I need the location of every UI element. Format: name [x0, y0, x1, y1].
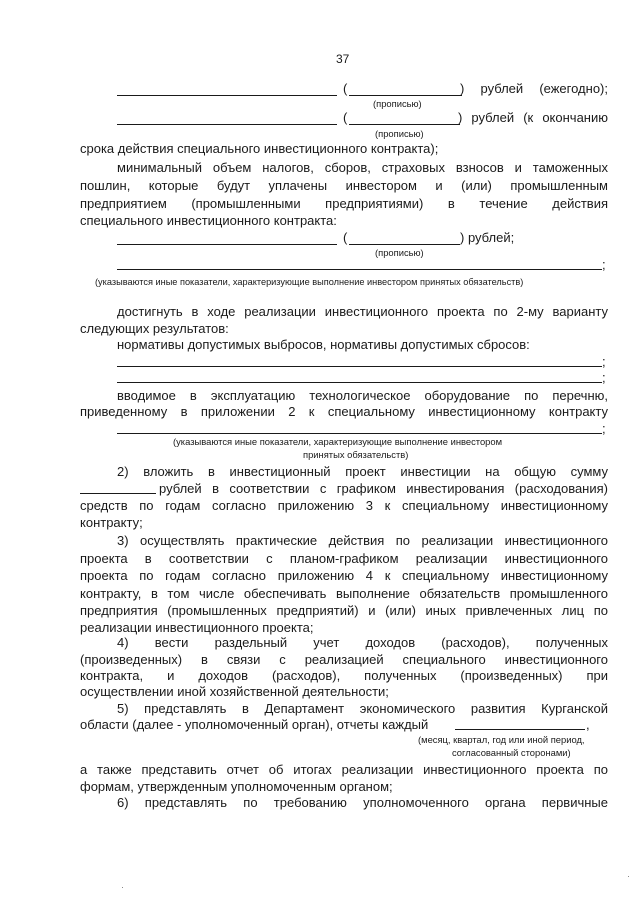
line-end: ; — [602, 370, 606, 385]
paragraph-line: рублей в соответствии с графиком инвестирования (расходования) — [159, 481, 608, 496]
paragraph-line: специального инвестиционного контракта: — [80, 213, 337, 228]
paren-open: ( — [343, 81, 348, 96]
paragraph-line: 6) представлять по требованию уполномоченного органа первичные — [117, 795, 608, 810]
paragraph-line: формам, утвержденным уполномоченным органом; — [80, 779, 393, 794]
paragraph-line: (произведенных) в связи с реализацией специального инвестиционного — [80, 652, 608, 667]
paragraph-line: 4) вести раздельный учет доходов (расходов), полученных — [117, 635, 608, 650]
line-end: ; — [602, 354, 606, 369]
paragraph-line: нормативы допустимых выбросов, нормативы допустимых сбросов: — [117, 337, 530, 352]
paragraph-line: предприятия (промышленных предприятий) и (или) иных привлеченных лиц по — [80, 603, 608, 618]
indicators-hint: принятых обязательств) — [303, 449, 409, 460]
line-end: ; — [602, 257, 606, 272]
paragraph-line: 3) осуществлять практические действия по реализации инвестиционного — [117, 533, 608, 548]
period-hint: (месяц, квартал, год или иной период, — [418, 734, 585, 745]
paragraph-line: а также представить отчет об итогах реализации инвестиционного проекта по — [80, 762, 608, 777]
paren-open: ( — [343, 110, 348, 125]
blank-line — [117, 382, 602, 383]
rub-tax-tail: ) рублей; — [460, 230, 515, 245]
paragraph-line: приведенному в приложении 2 к специальному инвестиционному контракту — [80, 404, 608, 419]
blank-line — [117, 366, 602, 367]
paren-open: ( — [343, 230, 348, 245]
scan-speck — [122, 887, 123, 888]
paragraph-line: пошлин, которые будут уплачены инвестором и (или) промышленным — [80, 178, 608, 193]
period-hint: согласованный сторонами) — [452, 747, 571, 758]
amount-blank-line — [117, 95, 337, 96]
paragraph-line: реализации инвестиционного проекта; — [80, 620, 314, 635]
blank-line — [117, 433, 602, 434]
scan-speck — [628, 876, 629, 877]
paragraph-line: области (далее - уполномоченный орган), отчеты каждый — [80, 717, 429, 732]
paragraph-line: осуществлении иной хозяйственной деятельности; — [80, 684, 389, 699]
paragraph-line: контракта, и доходов (расходов), полученных (произведенных) при — [80, 668, 608, 683]
line-end: , — [586, 717, 590, 732]
rub-end-tail: ) рублей (к окончанию — [458, 110, 608, 125]
paragraph-line: проекта в соответствии с планом-графиком реализации инвестиционного — [80, 551, 608, 566]
paragraph-line: следующих результатов: — [80, 321, 229, 336]
words-blank-line — [349, 244, 460, 245]
in-words-hint: (прописью) — [373, 98, 422, 109]
paragraph-line: 5) представлять в Департамент экономического развития Курганской — [117, 701, 608, 716]
indicators-hint: (указываются иные показатели, характеризующие выполнение инвестором — [173, 436, 503, 447]
line-end: ; — [602, 421, 606, 436]
indicators-hint: (указываются иные показатели, характеризующие выполнение инвестором принятых обязательств) — [95, 277, 524, 287]
paragraph-line: срока действия специального инвестиционного контракта); — [80, 141, 439, 156]
period-blank-line — [455, 729, 585, 730]
other-indicators-line — [117, 269, 602, 270]
words-blank-line — [349, 95, 462, 96]
in-words-hint: (прописью) — [375, 247, 424, 258]
paragraph-line: 2) вложить в инвестиционный проект инвестиции на общую сумму — [117, 464, 608, 479]
paragraph-line: минимальный объем налогов, сборов, страховых взносов и таможенных — [117, 160, 608, 175]
page-number: 37 — [336, 52, 350, 66]
paragraph-line: средств по годам согласно приложению 3 к специальному инвестиционному — [80, 498, 608, 513]
paragraph-line: проекта по годам согласно приложению 4 к специальному инвестиционному — [80, 568, 608, 583]
paragraph-line: вводимое в эксплуатацию технологическое оборудование по перечню, — [117, 388, 608, 403]
amount-blank-line — [117, 124, 337, 125]
in-words-hint: (прописью) — [375, 128, 424, 139]
amount-blank-line — [117, 244, 337, 245]
rub-yearly-tail: ) рублей (ежегодно); — [460, 81, 608, 96]
sum-blank-line — [80, 493, 156, 494]
paragraph-line: контракту; — [80, 515, 143, 530]
paragraph-line: контракту, в том числе обеспечивать выполнение обязательств промышленного — [80, 586, 608, 601]
paragraph-line: предприятием (промышленными предприятиями) в течение действия — [80, 196, 608, 211]
paragraph-line: достигнуть в ходе реализации инвестиционного проекта по 2-му варианту — [117, 304, 608, 319]
words-blank-line — [349, 124, 460, 125]
